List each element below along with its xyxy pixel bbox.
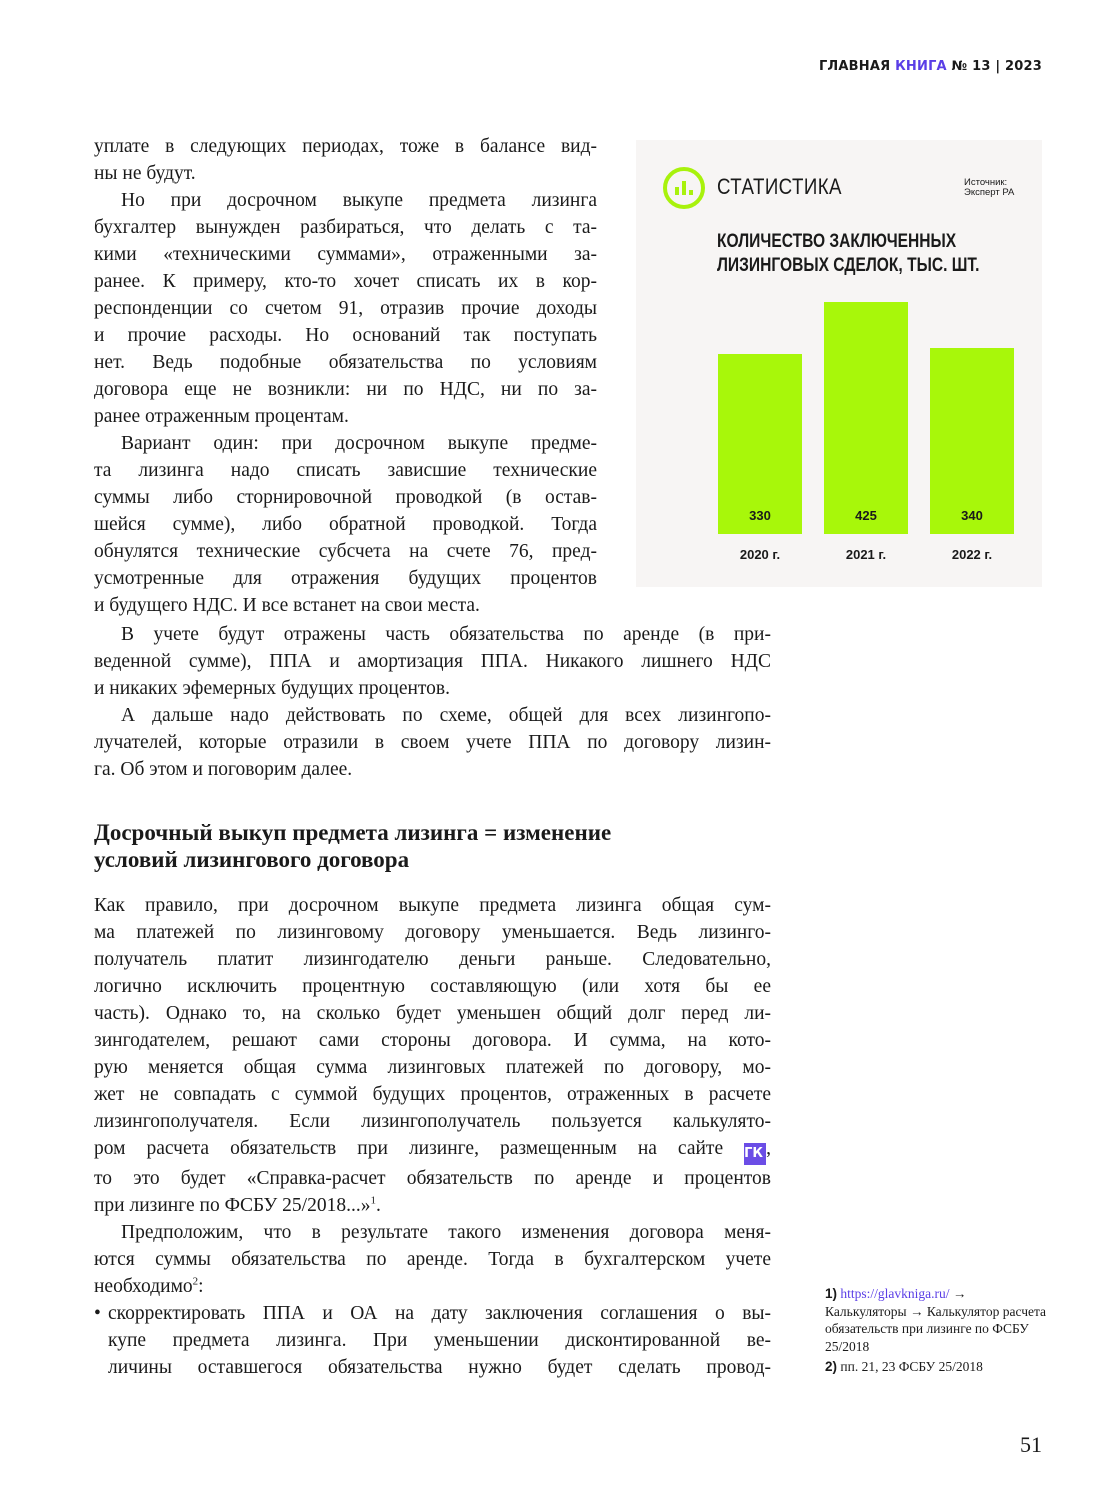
statistics-box [636, 140, 1042, 587]
text-line: зингодателем, решают сами стороны договора. И сумма, на кото- [94, 1030, 771, 1051]
bullet-icon: • [94, 1303, 101, 1324]
header-glavnaya: ГЛАВНАЯ [818, 59, 891, 74]
text-line: В учете будут отражены часть обязательства по аренде (в при- [121, 624, 771, 645]
text-line: га. Об этом и поговорим далее. [94, 759, 353, 780]
section-body [94, 892, 771, 1381]
text-line: кими «техническими суммами», отраженными за- [94, 244, 597, 265]
bar-value-label: 340 [961, 508, 983, 523]
text-line: веденной сумме), ППА и амортизация ППА. Никакого лишнего НДС [94, 651, 771, 672]
text-line: купе предмета лизинга. При уменьшении дисконтированной ве- [108, 1330, 771, 1351]
text-line: рую меняется общая сумма лизинговых платежей по договору, мо- [94, 1057, 771, 1078]
text-line: жет не совпадать с суммой будущих процентов, отраженных в расчете [94, 1084, 771, 1105]
text-line: то это будет «Справка-расчет обязательств по аренде и процентов [94, 1168, 771, 1189]
text-line: договора еще не возникли: ни по НДС, ни по за- [94, 379, 597, 400]
header-kniga: КНИГА [895, 59, 947, 74]
text-line: личины оставшегося обязательства нужно будет сделать провод- [108, 1357, 771, 1378]
chart-bar [718, 354, 802, 534]
text-line: часть). Однако то, на сколько будет уменьшен общий долг перед ли- [94, 1003, 771, 1024]
source-note: Источник: Эксперт РА [964, 177, 1015, 198]
text-line: бухгалтер вынужден разбираться, что делать с та- [94, 217, 597, 238]
text-line: усмотренные для отражения будущих процентов [94, 568, 597, 589]
header-issue: № 13 | 2023 [951, 59, 1042, 74]
text-line: нет. Ведь подобные обязательства по условиям [94, 352, 597, 373]
text-line: Вариант один: при досрочном выкупе предме- [121, 433, 597, 454]
running-header [819, 59, 1042, 74]
page-number: 51 [1020, 1432, 1042, 1457]
chart-bar [930, 348, 1014, 534]
text-line: при лизинге по ФСБУ 25/2018...»$^1$. [94, 1194, 381, 1216]
text-line: и прочие расходы. Но оснований так поступать [94, 325, 597, 346]
text-line: ны не будут. [94, 163, 196, 184]
text-line: ром расчета обязательств при лизинге, размещенным на сайте ГК , [94, 1135, 771, 1165]
footnotes [825, 1285, 1050, 1376]
text-line: А дальше надо действовать по схеме, общей для всех лизингопо- [121, 705, 771, 726]
glavkniga-site-icon[interactable]: ГК [744, 1143, 766, 1165]
heading-line: условий лизингового договора [94, 847, 410, 872]
x-tick-label: 2020 г. [739, 547, 781, 562]
text-line: логично исключить процентную составляющую (или хотя бы ее [94, 976, 771, 997]
text-line: ранее отраженным процентам. [94, 406, 349, 427]
text-line: получатель платит лизингодателю деньги раньше. Следовательно, [94, 949, 771, 970]
bar-chart-icon [663, 167, 705, 209]
text-line: Предположим, что в результате такого изменения договора меня- [121, 1222, 771, 1243]
chart-title: КОЛИЧЕСТВО ЗАКЛЮЧЕННЫХ ЛИЗИНГОВЫХ СДЕЛОК, ТЫС. ШТ. [717, 231, 980, 276]
chart-bar [824, 302, 908, 534]
text-line: лизингополучателя. Если лизингополучатель пользуется калькулято- [94, 1111, 771, 1132]
text-line: и будущего НДС. И все встанет на свои места. [94, 595, 480, 616]
text-line: обнулятся технические субсчета на счете 76, пред- [94, 541, 597, 562]
x-tick-label: 2021 г. [845, 547, 887, 562]
text-line: необходимо$^2$: [94, 1275, 204, 1297]
text-line: уплате в следующих периодах, тоже в балансе вид- [94, 136, 597, 157]
footnote-2: 2) пп. 21, 23 ФСБУ 25/2018 [825, 1359, 983, 1374]
x-tick-label: 2022 г. [951, 547, 993, 562]
text-line: суммы либо сторнировочной проводкой (в остав- [94, 487, 597, 508]
footnote-ref-1[interactable]: 1 [370, 1194, 376, 1207]
text-line: лучателей, которые отразили в своем учете ППА по договору лизин- [94, 732, 771, 753]
heading-line: Досрочный выкуп предмета лизинга = изменение [94, 820, 612, 845]
footnote-link[interactable]: https://glavkniga.ru/ [840, 1286, 950, 1301]
section-heading [94, 819, 771, 873]
text-line: скорректировать ППА и ОА на дату заключения соглашения о вы- [108, 1303, 771, 1324]
text-line: ются суммы обязательства по аренде. Тогда в бухгалтерском учете [94, 1249, 771, 1270]
text-line: и никаких эфемерных будущих процентов. [94, 678, 451, 699]
wide-column [94, 621, 771, 783]
bullet-item [94, 1300, 771, 1381]
text-line: Но при досрочном выкупе предмета лизинга [121, 190, 597, 211]
text-line: респонденции со счетом 91, отразив прочие доходы [94, 298, 597, 319]
footnote-1: 1) https://glavkniga.ru/ → Калькуляторы → Калькулятор расчета обязательств при лизинге по ФСБУ 25/2018 [825, 1286, 1047, 1354]
text-line: ма платежей по лизинговому договору уменьшается. Ведь лизинго- [94, 922, 771, 943]
text-line: ранее. К примеру, кто-то хочет списать их в кор- [94, 271, 597, 292]
text-line: шейся сумме), либо обратной проводкой. Тогда [94, 514, 597, 535]
text-line: Как правило, при досрочном выкупе предмета лизинга общая сум- [94, 895, 771, 916]
statistics-label: СТАТИСТИКА [717, 174, 842, 199]
bar-value-label: 425 [855, 508, 877, 523]
footnote-ref-2[interactable]: 2 [192, 1275, 199, 1288]
text-line: та лизинга надо списать зависшие технические [94, 460, 597, 481]
bar-value-label: 330 [749, 508, 771, 523]
narrow-column [94, 133, 597, 619]
